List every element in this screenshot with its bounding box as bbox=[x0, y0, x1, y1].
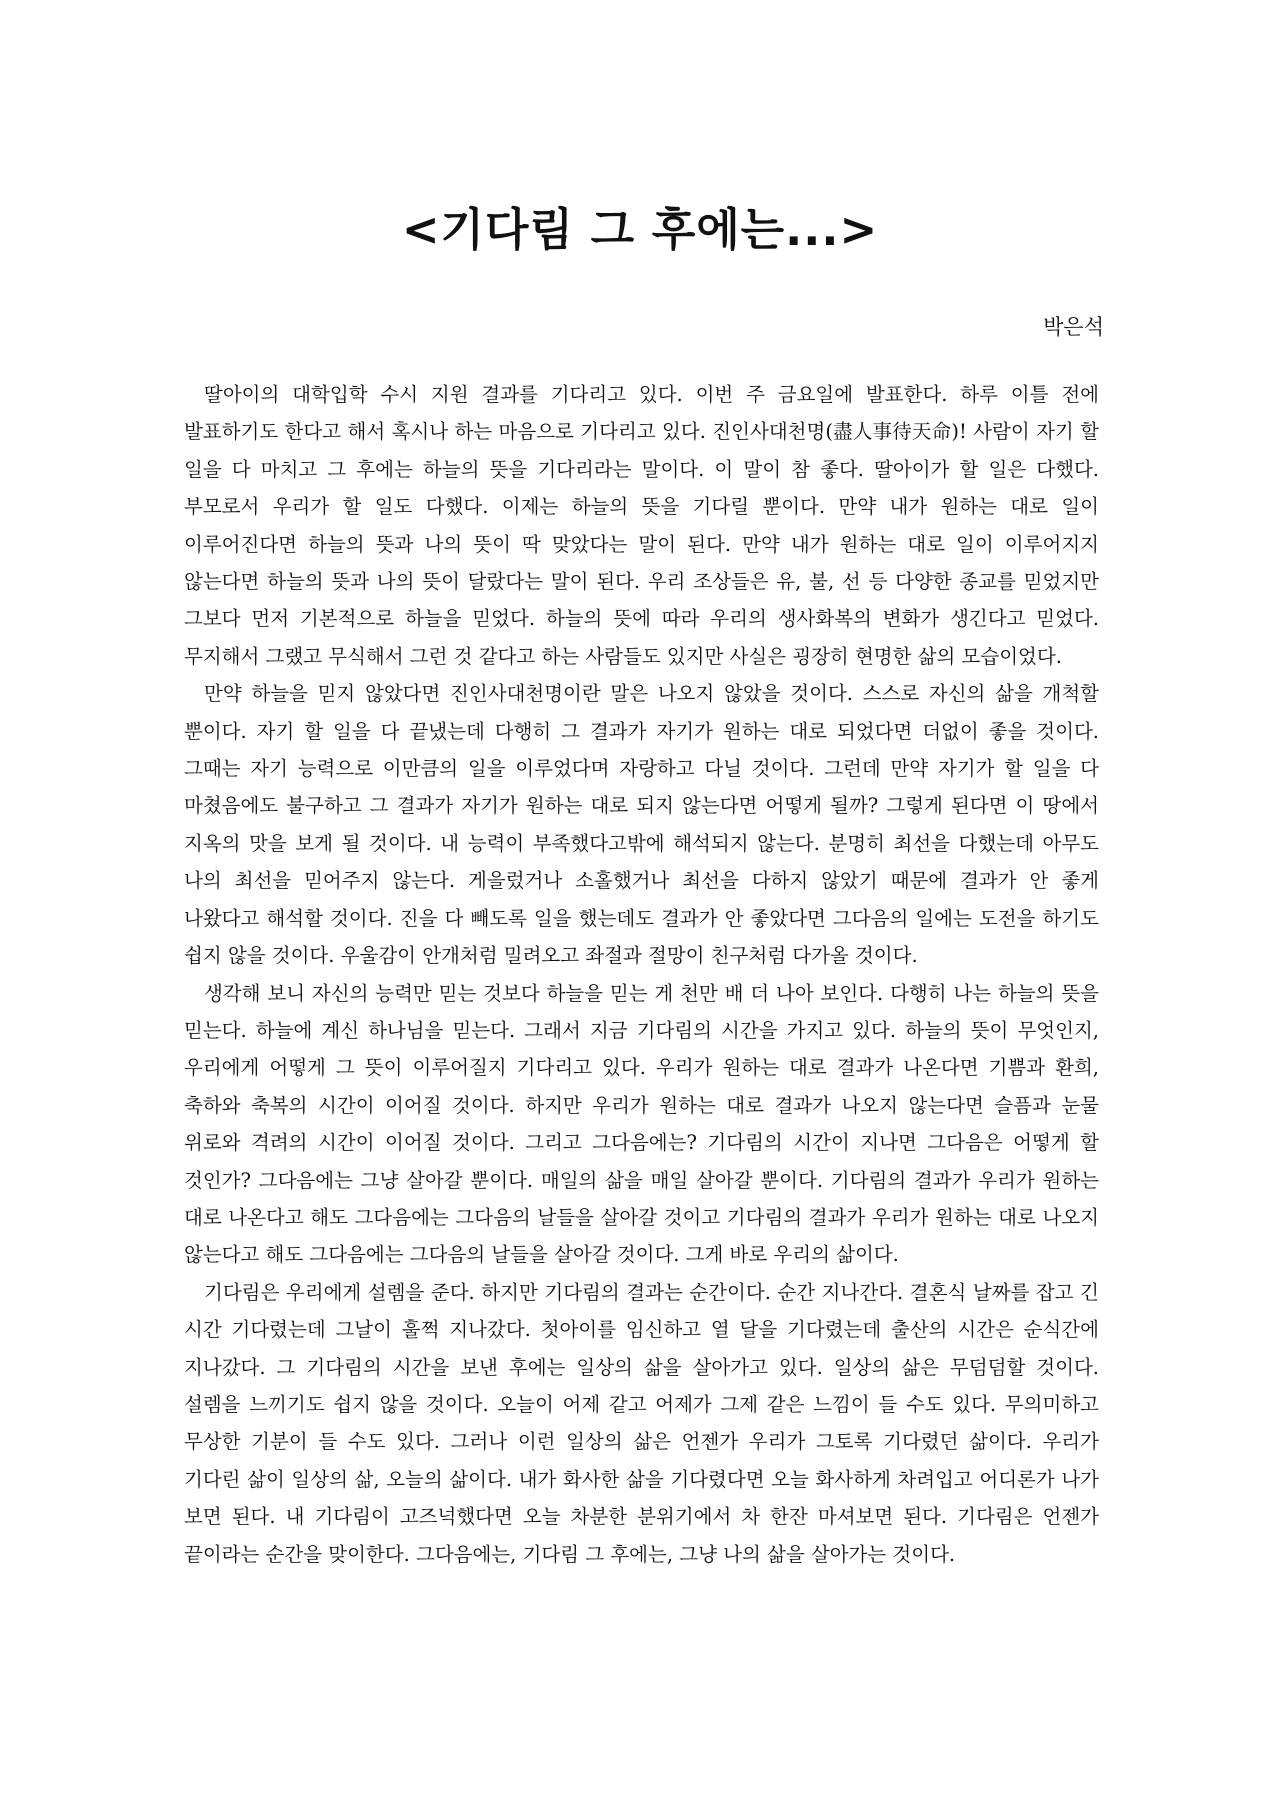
paragraph: 생각해 보니 자신의 능력만 믿는 것보다 하늘을 믿는 게 천만 배 더 나아 보인다. 다행히 나는 하늘의 뜻을 믿는다. 하늘에 계신 하나님을 믿는다. 그래서 지금 기다림의 시간을 가지고 있다. 하늘의 뜻이 무엇인지, 우리에게 어떻게 그 뜻이 이루어질지 기다리고 있다. 우리가 원하는 대로 결과가 나온다면 기쁨과 환희, 축하와 축복의 시간이 이어질 것이다. 하지만 우리가 원하는 대로 결과가 나오지 않는다면 슬픔과 눈물 위로와 격려의 시간이 이어질 것이다. 그리고 그다음에는? 기다림의 시간이 지나면 그다음은 어떻게 할 것인가? 그다음에는 그냥 살아갈 뿐이다. 매일의 삶을 매일 살아갈 뿐이다. 기다림의 결과가 우리가 원하는 대로 나온다고 해도 그다음에는 그다음의 날들을 살아갈 것이고 기다림의 결과가 우리가 원하는 대로 나오지 않는다고 해도 그다음에는 그다음의 날들을 살아갈 것이다. 그게 바로 우리의 삶이다. bbox=[184, 981, 1100, 1267]
author-name: 박은석 bbox=[1043, 315, 1104, 339]
paragraph: 만약 하늘을 믿지 않았다면 진인사대천명이란 말은 나오지 않았을 것이다. 스스로 자신의 삶을 개척할 뿐이다. 자기 할 일을 다 끝냈는데 다행히 그 결과가 자기가 원하는 대로 되었다면 더없이 좋을 것이다. 그때는 자기 능력으로 이만큼의 일을 이루었다며 자랑하고 다닐 것이다. 그런데 만약 자기가 할 일을 다 마쳤음에도 불구하고 그 결과가 자기가 원하는 대로 되지 않는다면 어떻게 될까? 그렇게 된다면 이 땅에서 지옥의 맛을 보게 될 것이다. 내 능력이 부족했다고밖에 해석되지 않는다. 분명히 최선을 다했는데 아무도 나의 최선을 믿어주지 않는다. 게을렀거나 소홀했거나 최선을 다하지 않았기 때문에 결과가 안 좋게 나왔다고 해석할 것이다. 진을 다 빼도록 일을 했는데도 결과가 안 좋았다면 그다음의 일에는 도전을 하기도 쉽지 않을 것이다. 우울감이 안개처럼 밀려오고 좌절과 절망이 친구처럼 다가올 것이다. bbox=[184, 682, 1099, 968]
paragraph: 딸아이의 대학입학 수시 지원 결과를 기다리고 있다. 이번 주 금요일에 발표한다. 하루 이틀 전에 발표하기도 한다고 해서 혹시나 하는 마음으로 기다리고 있다. 진인사대천명(盡人事待天命)! 사람이 자기 할 일을 다 마치고 그 후에는 하늘의 뜻을 기다리라는 말이다. 이 말이 참 좋다. 딸아이가 할 일은 다했다. 부모로서 우리가 할 일도 다했다. 이제는 하늘의 뜻을 기다릴 뿐이다. 만약 내가 원하는 대로 일이 이루어진다면 하늘의 뜻과 나의 뜻이 딱 맞았다는 말이 된다. 만약 내가 원하는 대로 일이 이루어지지 않는다면 하늘의 뜻과 나의 뜻이 달랐다는 말이 된다. 우리 조상들은 유, 불, 선 등 다양한 종교를 믿었지만 그보다 먼저 기본적으로 하늘을 믿었다. 하늘의 뜻에 따라 우리의 생사화복의 변화가 생긴다고 믿었다. 무지해서 그랬고 무식해서 그런 것 같다고 하는 사람들도 있지만 사실은 굉장히 현명한 삶의 모습이었다. bbox=[184, 383, 1099, 668]
paragraph: 기다림은 우리에게 설렘을 준다. 하지만 기다림의 결과는 순간이다. 순간 지나간다. 결혼식 날짜를 잡고 긴 시간 기다렸는데 그날이 훌쩍 지나갔다. 첫아이를 임신하고 열 달을 기다렸는데 출산의 시간은 순식간에 지나갔다. 그 기다림의 시간을 보낸 후에는 일상의 삶을 살아가고 있다. 일상의 삶은 무덤덤할 것이다. 설렘을 느끼기도 쉽지 않을 것이다. 오늘이 어제 같고 어제가 그제 같은 느낌이 들 수도 있다. 무의미하고 무상한 기분이 들 수도 있다. 그러나 이런 일상의 삶은 언젠가 우리가 그토록 기다렸던 삶이다. 우리가 기다린 삶이 일상의 삶, 오늘의 삶이다. 내가 화사한 삶을 기다렸다면 오늘 화사하게 차려입고 어디론가 나가 보면 된다. 내 기다림이 고즈넉했다면 오늘 차분한 분위기에서 차 한잔 마셔보면 된다. 기다림은 언젠가 끝이라는 순간을 맞이한다. 그다음에는, 기다림 그 후에는, 그냥 나의 삶을 살아가는 것이다. bbox=[184, 1280, 1099, 1566]
document-body bbox=[184, 376, 1099, 1573]
document-title: <기다림 그 후에는...> bbox=[401, 203, 879, 256]
